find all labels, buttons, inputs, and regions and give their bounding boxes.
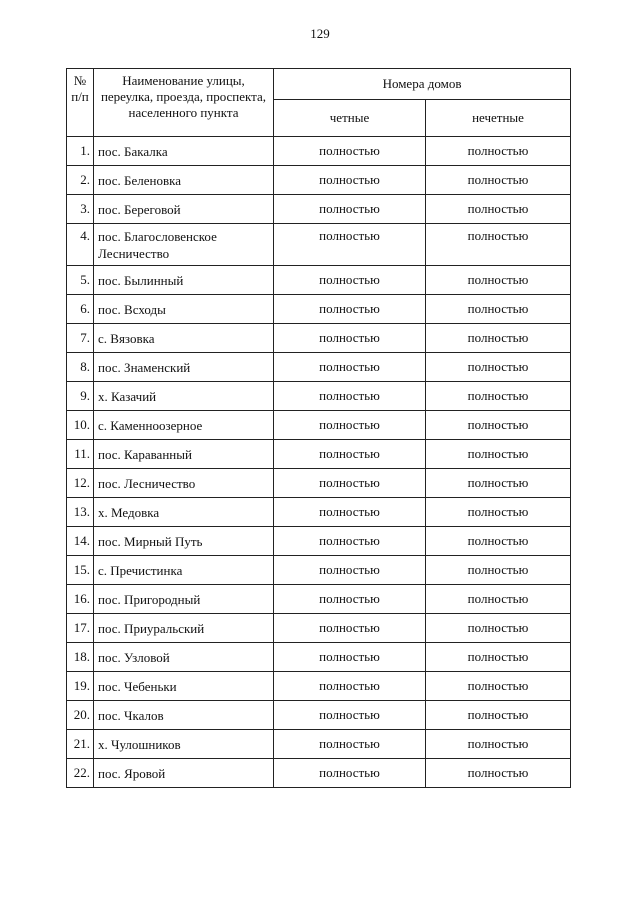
table-row [67,195,571,224]
row-number-cell: 21. [67,730,94,759]
odd-numbers-cell: полностью [426,614,571,643]
street-name-cell: х. Чулошников [94,730,274,759]
street-name-cell: пос. Чкалов [94,701,274,730]
row-number-cell: 5. [67,266,94,295]
even-numbers-cell: полностью [274,614,426,643]
even-numbers-cell: полностью [274,585,426,614]
even-numbers-cell: полностью [274,411,426,440]
odd-numbers-cell: полностью [426,440,571,469]
table-row [67,224,571,266]
street-name-cell: пос. Береговой [94,195,274,224]
odd-numbers-cell: полностью [426,295,571,324]
odd-numbers-cell: полностью [426,166,571,195]
street-name-cell: пос. Узловой [94,643,274,672]
street-name-cell: пос. Бакалка [94,137,274,166]
row-number-cell: 2. [67,166,94,195]
odd-numbers-cell: полностью [426,730,571,759]
street-name-cell: с. Каменноозерное [94,411,274,440]
table-row [67,498,571,527]
header-house-numbers: Номера домов [274,69,571,100]
street-name-cell: пос. Былинный [94,266,274,295]
row-number-cell: 19. [67,672,94,701]
street-name-cell: пос. Яровой [94,759,274,788]
odd-numbers-cell: полностью [426,556,571,585]
even-numbers-cell: полностью [274,440,426,469]
street-name-cell: пос. Благословенское Лесничество [94,224,274,266]
odd-numbers-cell: полностью [426,701,571,730]
street-name-cell: с. Пречистинка [94,556,274,585]
even-numbers-cell: полностью [274,556,426,585]
street-name-cell: пос. Знаменский [94,353,274,382]
table-row [67,411,571,440]
street-name-cell: пос. Беленовка [94,166,274,195]
odd-numbers-cell: полностью [426,498,571,527]
row-number-cell: 11. [67,440,94,469]
odd-numbers-cell: полностью [426,759,571,788]
table-row [67,166,571,195]
row-number-cell: 22. [67,759,94,788]
table-row [67,137,571,166]
row-number-cell: 7. [67,324,94,353]
table-row [67,643,571,672]
page-number: 129 [310,26,330,41]
even-numbers-cell: полностью [274,266,426,295]
table-row [67,585,571,614]
street-name-cell: х. Казачий [94,382,274,411]
table-row [67,672,571,701]
even-numbers-cell: полностью [274,759,426,788]
table-row [67,382,571,411]
header-street-name: Наименование улицы, переулка, проезда, проспекта, населенного пункта [94,69,274,137]
odd-numbers-cell: полностью [426,195,571,224]
row-number-cell: 17. [67,614,94,643]
odd-numbers-cell: полностью [426,266,571,295]
row-number-cell: 12. [67,469,94,498]
odd-numbers-cell: полностью [426,224,571,266]
table-row [67,614,571,643]
table-row [67,701,571,730]
even-numbers-cell: полностью [274,166,426,195]
street-name-cell: пос. Чебеньки [94,672,274,701]
row-number-cell: 8. [67,353,94,382]
table-row [67,353,571,382]
even-numbers-cell: полностью [274,224,426,266]
table-row [67,324,571,353]
table-row [67,759,571,788]
even-numbers-cell: полностью [274,137,426,166]
even-numbers-cell: полностью [274,498,426,527]
row-number-cell: 16. [67,585,94,614]
even-numbers-cell: полностью [274,527,426,556]
odd-numbers-cell: полностью [426,353,571,382]
street-name-cell: пос. Пригородный [94,585,274,614]
odd-numbers-cell: полностью [426,324,571,353]
table-row [67,266,571,295]
street-name-cell: пос. Лесничество [94,469,274,498]
row-number-cell: 20. [67,701,94,730]
table-row [67,440,571,469]
header-even: четные [274,99,426,136]
odd-numbers-cell: полностью [426,585,571,614]
row-number-cell: 6. [67,295,94,324]
even-numbers-cell: полностью [274,353,426,382]
table-body [67,137,571,788]
row-number-cell: 4. [67,224,94,266]
odd-numbers-cell: полностью [426,672,571,701]
street-name-cell: пос. Приуральский [94,614,274,643]
row-number-cell: 10. [67,411,94,440]
even-numbers-cell: полностью [274,382,426,411]
table-row [67,527,571,556]
even-numbers-cell: полностью [274,730,426,759]
street-name-cell: пос. Всходы [94,295,274,324]
odd-numbers-cell: полностью [426,137,571,166]
header-row-number: № п/п [67,69,94,137]
even-numbers-cell: полностью [274,324,426,353]
even-numbers-cell: полностью [274,195,426,224]
even-numbers-cell: полностью [274,701,426,730]
table-row [67,730,571,759]
row-number-cell: 3. [67,195,94,224]
header-odd: нечетные [426,99,571,136]
street-name-cell: пос. Мирный Путь [94,527,274,556]
even-numbers-cell: полностью [274,672,426,701]
table-row [67,556,571,585]
odd-numbers-cell: полностью [426,469,571,498]
even-numbers-cell: полностью [274,295,426,324]
row-number-cell: 1. [67,137,94,166]
odd-numbers-cell: полностью [426,643,571,672]
even-numbers-cell: полностью [274,469,426,498]
row-number-cell: 18. [67,643,94,672]
odd-numbers-cell: полностью [426,411,571,440]
odd-numbers-cell: полностью [426,382,571,411]
street-name-cell: х. Медовка [94,498,274,527]
even-numbers-cell: полностью [274,643,426,672]
row-number-cell: 14. [67,527,94,556]
street-name-cell: с. Вязовка [94,324,274,353]
table-row [67,469,571,498]
row-number-cell: 9. [67,382,94,411]
street-name-cell: пос. Караванный [94,440,274,469]
table-row [67,295,571,324]
row-number-cell: 13. [67,498,94,527]
odd-numbers-cell: полностью [426,527,571,556]
table-header [67,69,571,137]
streets-table [66,68,571,788]
row-number-cell: 15. [67,556,94,585]
